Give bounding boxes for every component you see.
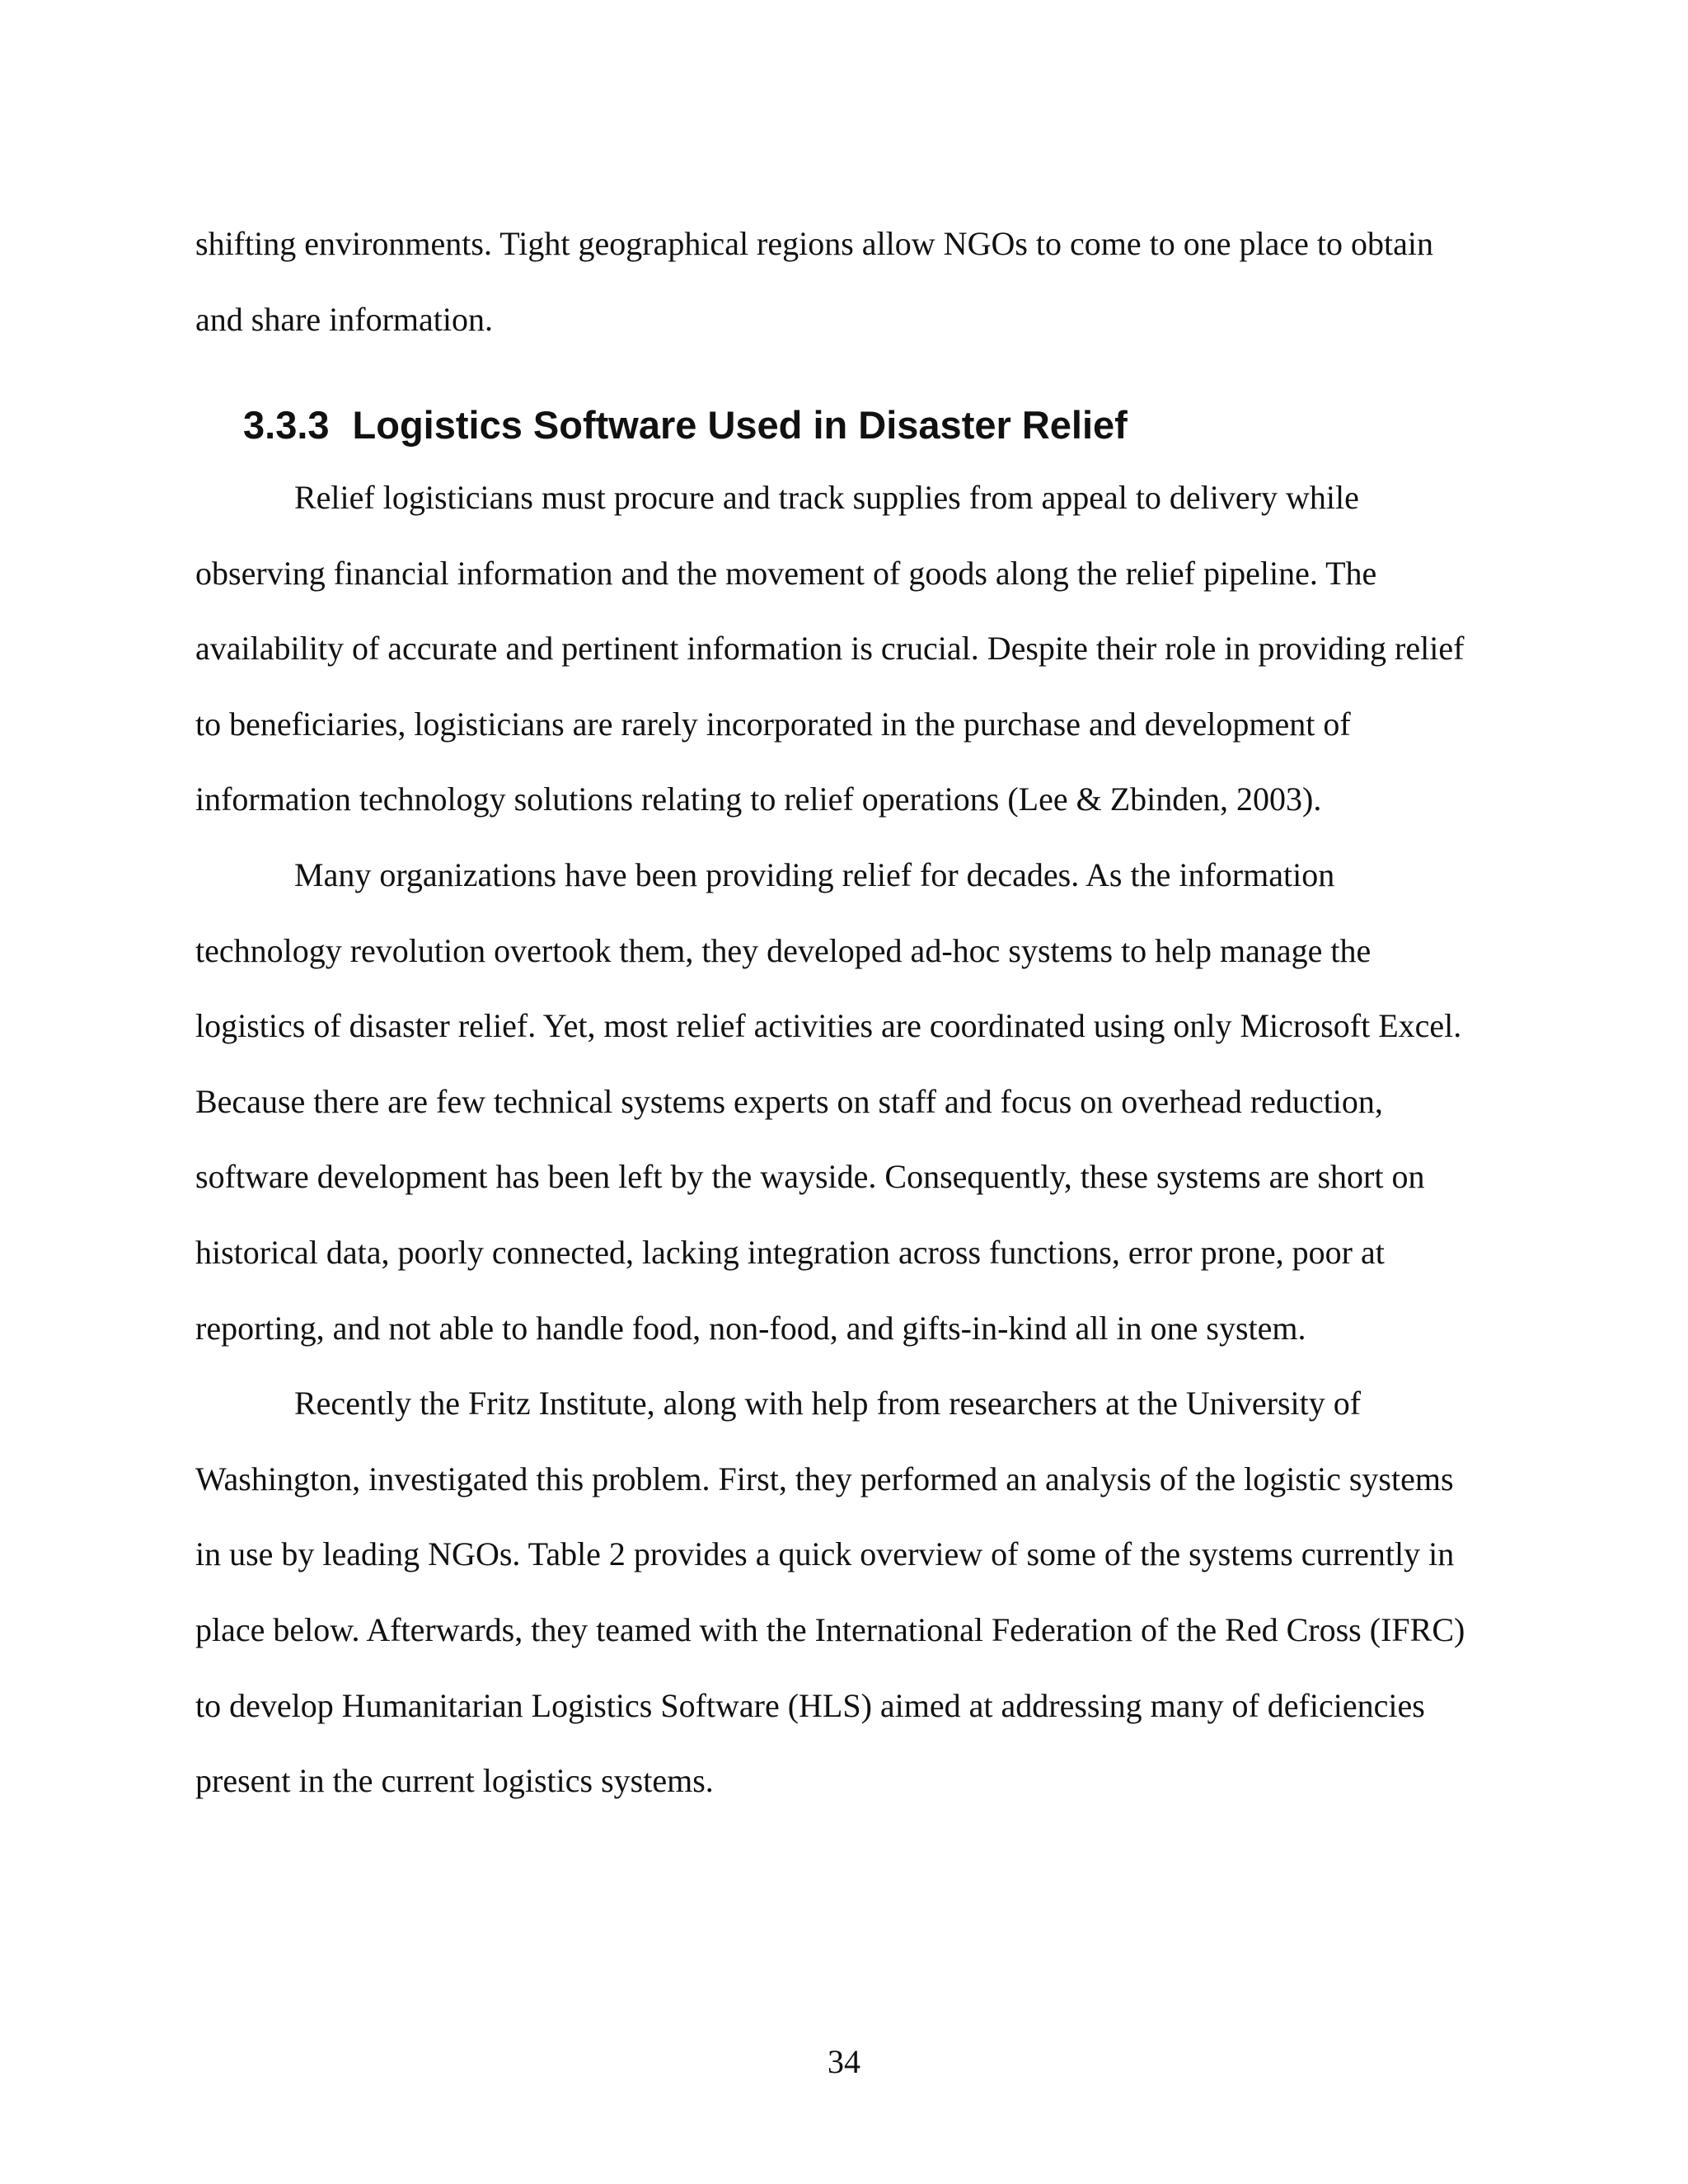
text-line: observing financial information and the movement of goods along the relief pipeline. The [195, 554, 1377, 592]
text-line: availability of accurate and pertinent information is crucial. Despite their role in providing relief [195, 630, 1465, 668]
text-line: reporting, and not able to handle food, non-food, and gifts-in-kind all in one system. [195, 1309, 1306, 1347]
paragraph [195, 1366, 1531, 1819]
paragraph [195, 460, 1531, 837]
section-heading [243, 387, 1128, 463]
text-line: and share information. [195, 300, 493, 338]
text-line: Washington, investigated this problem. First, they performed an analysis of the logistic systems [195, 1460, 1454, 1497]
page-number: 34 [828, 2043, 860, 2080]
continuation-paragraph [195, 206, 1514, 357]
text-line: software development has been left by the wayside. Consequently, these systems are short on [195, 1158, 1425, 1196]
text-line: information technology solutions relating to relief operations (Lee & Zbinden, 2003). [195, 780, 1322, 818]
text-line: Relief logisticians must procure and track supplies from appeal to delivery while [294, 479, 1359, 516]
text-line: to develop Humanitarian Logistics Software (HLS) aimed at addressing many of deficiencies [195, 1686, 1425, 1724]
text-line: place below. Afterwards, they teamed with the International Federation of the Red Cross (IFRC) [195, 1610, 1465, 1648]
text-line: present in the current logistics systems. [195, 1762, 714, 1800]
text-line: Recently the Fritz Institute, along with help from researchers at the University of [294, 1385, 1362, 1422]
text-line: historical data, poorly connected, lacking integration across functions, error prone, poor at [195, 1233, 1385, 1271]
section-title: Logistics Software Used in Disaster Relief [352, 403, 1128, 447]
text-line: technology revolution overtook them, they developed ad-hoc systems to help manage the [195, 931, 1372, 969]
section-body [195, 460, 1531, 1819]
text-line: logistics of disaster relief. Yet, most relief activities are coordinated using only Microsoft Excel. [195, 1007, 1462, 1045]
section-number: 3.3.3 [243, 403, 330, 447]
text-line: Because there are few technical systems experts on staff and focus on overhead reduction, [195, 1082, 1383, 1120]
text-line: Many organizations have been providing relief for decades. As the information [294, 855, 1335, 893]
paragraph [195, 837, 1531, 1366]
text-line: shifting environments. Tight geographical regions allow NGOs to come to one place to obtain [195, 225, 1433, 262]
text-line: in use by leading NGOs. Table 2 provides a quick overview of some of the systems currently in [195, 1535, 1455, 1573]
text-line: to beneficiaries, logisticians are rarely incorporated in the purchase and development of [195, 705, 1351, 743]
